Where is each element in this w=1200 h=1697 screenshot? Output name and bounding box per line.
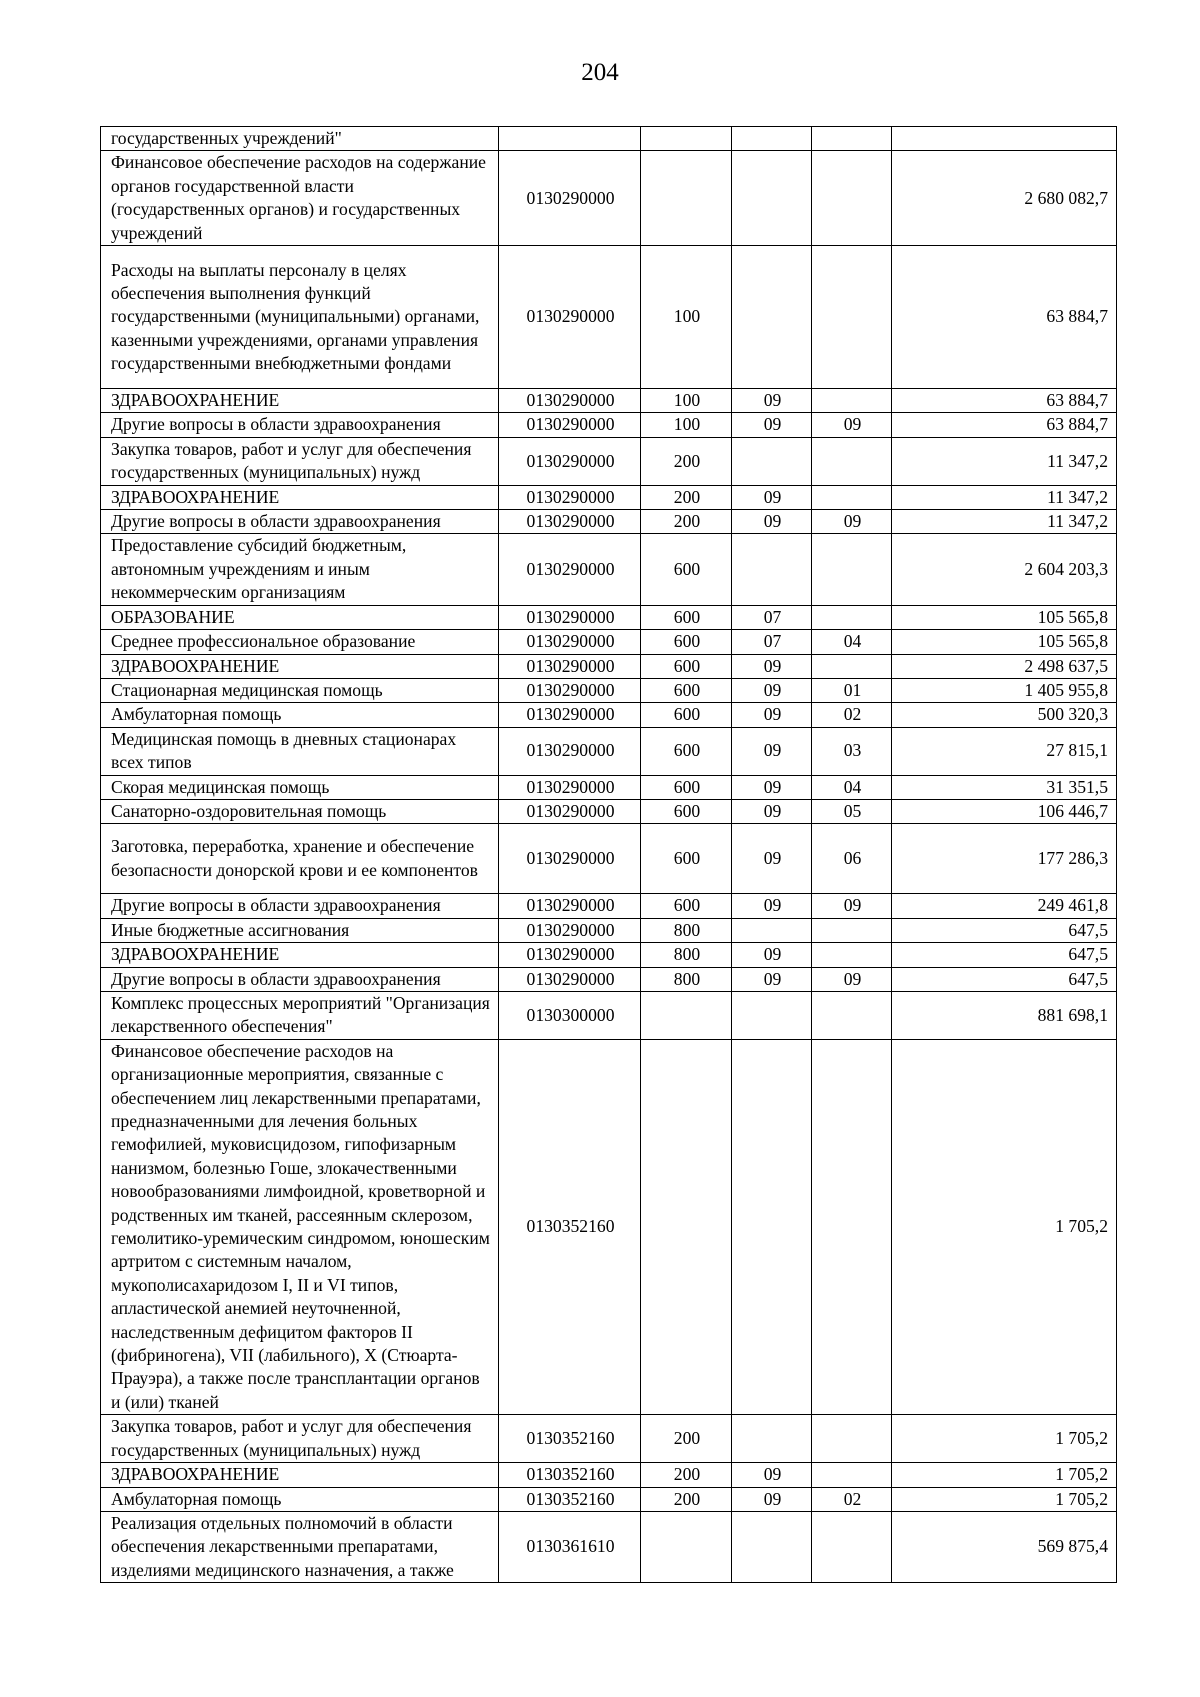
row-name: Реализация отдельных полномочий в области обеспечения лекарственными препаратами, изделиями медицинского назначения, а также: [101, 1511, 499, 1582]
row-section: 09: [732, 943, 812, 967]
table-row: [101, 510, 1117, 534]
row-name: Заготовка, переработка, хранение и обеспечение безопасности донорской крови и ее компонентов: [101, 824, 499, 894]
row-target-code: 0130290000: [499, 775, 641, 799]
row-subsection: [812, 534, 892, 605]
row-amount: 2 680 082,7: [892, 151, 1117, 246]
row-subsection: [812, 654, 892, 678]
row-section: 09: [732, 703, 812, 727]
row-name: Предоставление субсидий бюджетным, автономным учреждениям и иным некоммерческим организациям: [101, 534, 499, 605]
row-target-code: 0130290000: [499, 605, 641, 629]
row-amount: 1 705,2: [892, 1463, 1117, 1487]
row-section: [732, 918, 812, 942]
table-row: [101, 413, 1117, 437]
row-target-code: [499, 127, 641, 151]
row-amount: 1 405 955,8: [892, 678, 1117, 702]
row-amount: 11 347,2: [892, 485, 1117, 509]
row-amount: 11 347,2: [892, 510, 1117, 534]
row-expense-type: [641, 127, 732, 151]
row-expense-type: 600: [641, 727, 732, 775]
row-expense-type: 800: [641, 967, 732, 991]
row-target-code: 0130290000: [499, 703, 641, 727]
row-section: [732, 1415, 812, 1463]
table-row: [101, 1487, 1117, 1511]
row-name: Амбулаторная помощь: [101, 1487, 499, 1511]
table-row: [101, 775, 1117, 799]
row-target-code: 0130290000: [499, 943, 641, 967]
table-row: [101, 918, 1117, 942]
row-subsection: [812, 991, 892, 1039]
row-name: Расходы на выплаты персоналу в целях обеспечения выполнения функций государственными (муниципальными) органами, казенными учреждениями, органами управления государственными внебюджетными фондами: [101, 246, 499, 389]
row-expense-type: 600: [641, 894, 732, 918]
row-name: Иные бюджетные ассигнования: [101, 918, 499, 942]
row-section: 09: [732, 654, 812, 678]
row-section: [732, 534, 812, 605]
row-amount: 569 875,4: [892, 1511, 1117, 1582]
row-section: [732, 991, 812, 1039]
table-row: [101, 654, 1117, 678]
row-expense-type: 600: [641, 703, 732, 727]
row-amount: [892, 127, 1117, 151]
row-expense-type: 200: [641, 510, 732, 534]
row-target-code: 0130290000: [499, 413, 641, 437]
row-amount: 106 446,7: [892, 799, 1117, 823]
row-subsection: 02: [812, 1487, 892, 1511]
row-subsection: [812, 437, 892, 485]
row-target-code: 0130352160: [499, 1487, 641, 1511]
table-row: [101, 894, 1117, 918]
row-target-code: 0130290000: [499, 678, 641, 702]
row-subsection: [812, 943, 892, 967]
row-expense-type: [641, 1039, 732, 1415]
row-target-code: 0130290000: [499, 534, 641, 605]
row-subsection: 04: [812, 775, 892, 799]
row-expense-type: 600: [641, 605, 732, 629]
row-target-code: 0130290000: [499, 630, 641, 654]
row-section: 09: [732, 775, 812, 799]
row-expense-type: [641, 151, 732, 246]
table-row: [101, 389, 1117, 413]
row-target-code: 0130290000: [499, 894, 641, 918]
row-name: Среднее профессиональное образование: [101, 630, 499, 654]
row-subsection: 01: [812, 678, 892, 702]
row-expense-type: 100: [641, 389, 732, 413]
row-target-code: 0130290000: [499, 824, 641, 894]
table-row: [101, 437, 1117, 485]
row-subsection: 03: [812, 727, 892, 775]
row-section: 09: [732, 485, 812, 509]
table-row: [101, 485, 1117, 509]
row-amount: 105 565,8: [892, 605, 1117, 629]
row-subsection: [812, 485, 892, 509]
row-expense-type: 600: [641, 630, 732, 654]
row-section: 09: [732, 894, 812, 918]
row-target-code: 0130290000: [499, 437, 641, 485]
row-subsection: 02: [812, 703, 892, 727]
row-expense-type: 600: [641, 534, 732, 605]
row-subsection: 04: [812, 630, 892, 654]
table-row: [101, 703, 1117, 727]
row-amount: 105 565,8: [892, 630, 1117, 654]
table-row: [101, 824, 1117, 894]
row-name: ЗДРАВООХРАНЕНИЕ: [101, 1463, 499, 1487]
row-target-code: 0130290000: [499, 967, 641, 991]
row-expense-type: 600: [641, 799, 732, 823]
row-expense-type: 600: [641, 678, 732, 702]
row-section: [732, 246, 812, 389]
row-name: Финансовое обеспечение расходов на организационные мероприятия, связанные с обеспечением лиц лекарственными препаратами, предназначенными для лечения больных гемофилией, муковисцидозом, гипофизарным нанизмом, болезнью Гоше, злокачественными новообразованиями лимфоидной, кроветворной и родственных им тканей, рассеянным склерозом, гемолитико-уремическим синдромом, юношеским артритом с системным началом, мукополисахаридозом I, II и VI типов, апластической анемией неуточненной, наследственным дефицитом факторов II (фибриногена), VII (лабильного), X (Стюарта-Прауэра), а также после трансплантации органов и (или) тканей: [101, 1039, 499, 1415]
row-expense-type: 200: [641, 485, 732, 509]
row-name: ЗДРАВООХРАНЕНИЕ: [101, 485, 499, 509]
table-row: [101, 605, 1117, 629]
row-target-code: 0130290000: [499, 510, 641, 534]
row-section: 09: [732, 824, 812, 894]
row-section: 09: [732, 413, 812, 437]
row-name: ЗДРАВООХРАНЕНИЕ: [101, 389, 499, 413]
row-name: Закупка товаров, работ и услуг для обеспечения государственных (муниципальных) нужд: [101, 1415, 499, 1463]
row-section: [732, 127, 812, 151]
row-amount: 177 286,3: [892, 824, 1117, 894]
row-section: [732, 1039, 812, 1415]
row-expense-type: 800: [641, 918, 732, 942]
row-name: Финансовое обеспечение расходов на содержание органов государственной власти (государственных органов) и государственных учреждений: [101, 151, 499, 246]
row-expense-type: 200: [641, 1463, 732, 1487]
row-subsection: [812, 1463, 892, 1487]
row-name: Амбулаторная помощь: [101, 703, 499, 727]
row-name: ЗДРАВООХРАНЕНИЕ: [101, 654, 499, 678]
table-row: [101, 678, 1117, 702]
row-section: 07: [732, 630, 812, 654]
row-target-code: 0130290000: [499, 918, 641, 942]
row-name: Закупка товаров, работ и услуг для обеспечения государственных (муниципальных) нужд: [101, 437, 499, 485]
row-target-code: 0130361610: [499, 1511, 641, 1582]
table-row: [101, 1511, 1117, 1582]
row-amount: 11 347,2: [892, 437, 1117, 485]
row-subsection: [812, 918, 892, 942]
row-subsection: [812, 1039, 892, 1415]
budget-table: [100, 126, 1117, 1583]
row-amount: 1 705,2: [892, 1039, 1117, 1415]
row-expense-type: 600: [641, 654, 732, 678]
table-row: [101, 967, 1117, 991]
row-section: 09: [732, 799, 812, 823]
row-target-code: 0130290000: [499, 246, 641, 389]
row-subsection: 09: [812, 894, 892, 918]
row-amount: 2 604 203,3: [892, 534, 1117, 605]
row-target-code: 0130290000: [499, 485, 641, 509]
row-name: Санаторно-оздоровительная помощь: [101, 799, 499, 823]
table-row: [101, 1039, 1117, 1415]
row-amount: 2 498 637,5: [892, 654, 1117, 678]
row-section: 09: [732, 727, 812, 775]
row-name: Стационарная медицинская помощь: [101, 678, 499, 702]
row-target-code: 0130290000: [499, 151, 641, 246]
row-expense-type: 600: [641, 824, 732, 894]
table-row: [101, 534, 1117, 605]
row-amount: 647,5: [892, 943, 1117, 967]
table-row: [101, 630, 1117, 654]
row-amount: 31 351,5: [892, 775, 1117, 799]
table-row: [101, 127, 1117, 151]
row-amount: 63 884,7: [892, 413, 1117, 437]
row-subsection: 09: [812, 413, 892, 437]
row-amount: 1 705,2: [892, 1487, 1117, 1511]
row-subsection: [812, 127, 892, 151]
table-row: [101, 246, 1117, 389]
row-expense-type: 600: [641, 775, 732, 799]
table-row: [101, 799, 1117, 823]
row-section: [732, 151, 812, 246]
row-expense-type: 200: [641, 437, 732, 485]
row-section: 09: [732, 1487, 812, 1511]
page-number: 204: [581, 59, 619, 86]
row-name: государственных учреждений": [101, 127, 499, 151]
row-amount: 27 815,1: [892, 727, 1117, 775]
row-name: Комплекс процессных мероприятий "Организация лекарственного обеспечения": [101, 991, 499, 1039]
table-row: [101, 1415, 1117, 1463]
row-target-code: 0130290000: [499, 799, 641, 823]
row-subsection: 05: [812, 799, 892, 823]
row-target-code: 0130290000: [499, 727, 641, 775]
table-row: [101, 727, 1117, 775]
row-name: Скорая медицинская помощь: [101, 775, 499, 799]
row-subsection: [812, 1511, 892, 1582]
row-name: Другие вопросы в области здравоохранения: [101, 894, 499, 918]
row-subsection: [812, 151, 892, 246]
row-target-code: 0130290000: [499, 654, 641, 678]
row-expense-type: 100: [641, 413, 732, 437]
row-section: 09: [732, 1463, 812, 1487]
row-section: 09: [732, 967, 812, 991]
row-amount: 647,5: [892, 967, 1117, 991]
row-section: [732, 1511, 812, 1582]
row-amount: 249 461,8: [892, 894, 1117, 918]
row-amount: 881 698,1: [892, 991, 1117, 1039]
row-name: Другие вопросы в области здравоохранения: [101, 413, 499, 437]
table-row: [101, 991, 1117, 1039]
row-section: 07: [732, 605, 812, 629]
row-name: Другие вопросы в области здравоохранения: [101, 510, 499, 534]
row-subsection: [812, 246, 892, 389]
row-target-code: 0130352160: [499, 1463, 641, 1487]
row-name: Другие вопросы в области здравоохранения: [101, 967, 499, 991]
row-name: ОБРАЗОВАНИЕ: [101, 605, 499, 629]
row-name: Медицинская помощь в дневных стационарах всех типов: [101, 727, 499, 775]
row-subsection: [812, 389, 892, 413]
row-amount: 500 320,3: [892, 703, 1117, 727]
row-section: [732, 437, 812, 485]
row-amount: 63 884,7: [892, 246, 1117, 389]
budget-table-body: [101, 127, 1117, 1583]
row-expense-type: 800: [641, 943, 732, 967]
table-row: [101, 1463, 1117, 1487]
row-expense-type: [641, 1511, 732, 1582]
row-amount: 1 705,2: [892, 1415, 1117, 1463]
row-section: 09: [732, 510, 812, 534]
row-name: ЗДРАВООХРАНЕНИЕ: [101, 943, 499, 967]
row-target-code: 0130300000: [499, 991, 641, 1039]
row-expense-type: 200: [641, 1415, 732, 1463]
row-target-code: 0130352160: [499, 1415, 641, 1463]
row-subsection: 09: [812, 510, 892, 534]
row-expense-type: 200: [641, 1487, 732, 1511]
row-subsection: 09: [812, 967, 892, 991]
row-target-code: 0130352160: [499, 1039, 641, 1415]
table-row: [101, 151, 1117, 246]
row-subsection: [812, 1415, 892, 1463]
row-expense-type: 100: [641, 246, 732, 389]
table-row: [101, 943, 1117, 967]
row-subsection: [812, 605, 892, 629]
row-amount: 647,5: [892, 918, 1117, 942]
row-expense-type: [641, 991, 732, 1039]
row-target-code: 0130290000: [499, 389, 641, 413]
row-section: 09: [732, 389, 812, 413]
row-section: 09: [732, 678, 812, 702]
row-subsection: 06: [812, 824, 892, 894]
row-amount: 63 884,7: [892, 389, 1117, 413]
